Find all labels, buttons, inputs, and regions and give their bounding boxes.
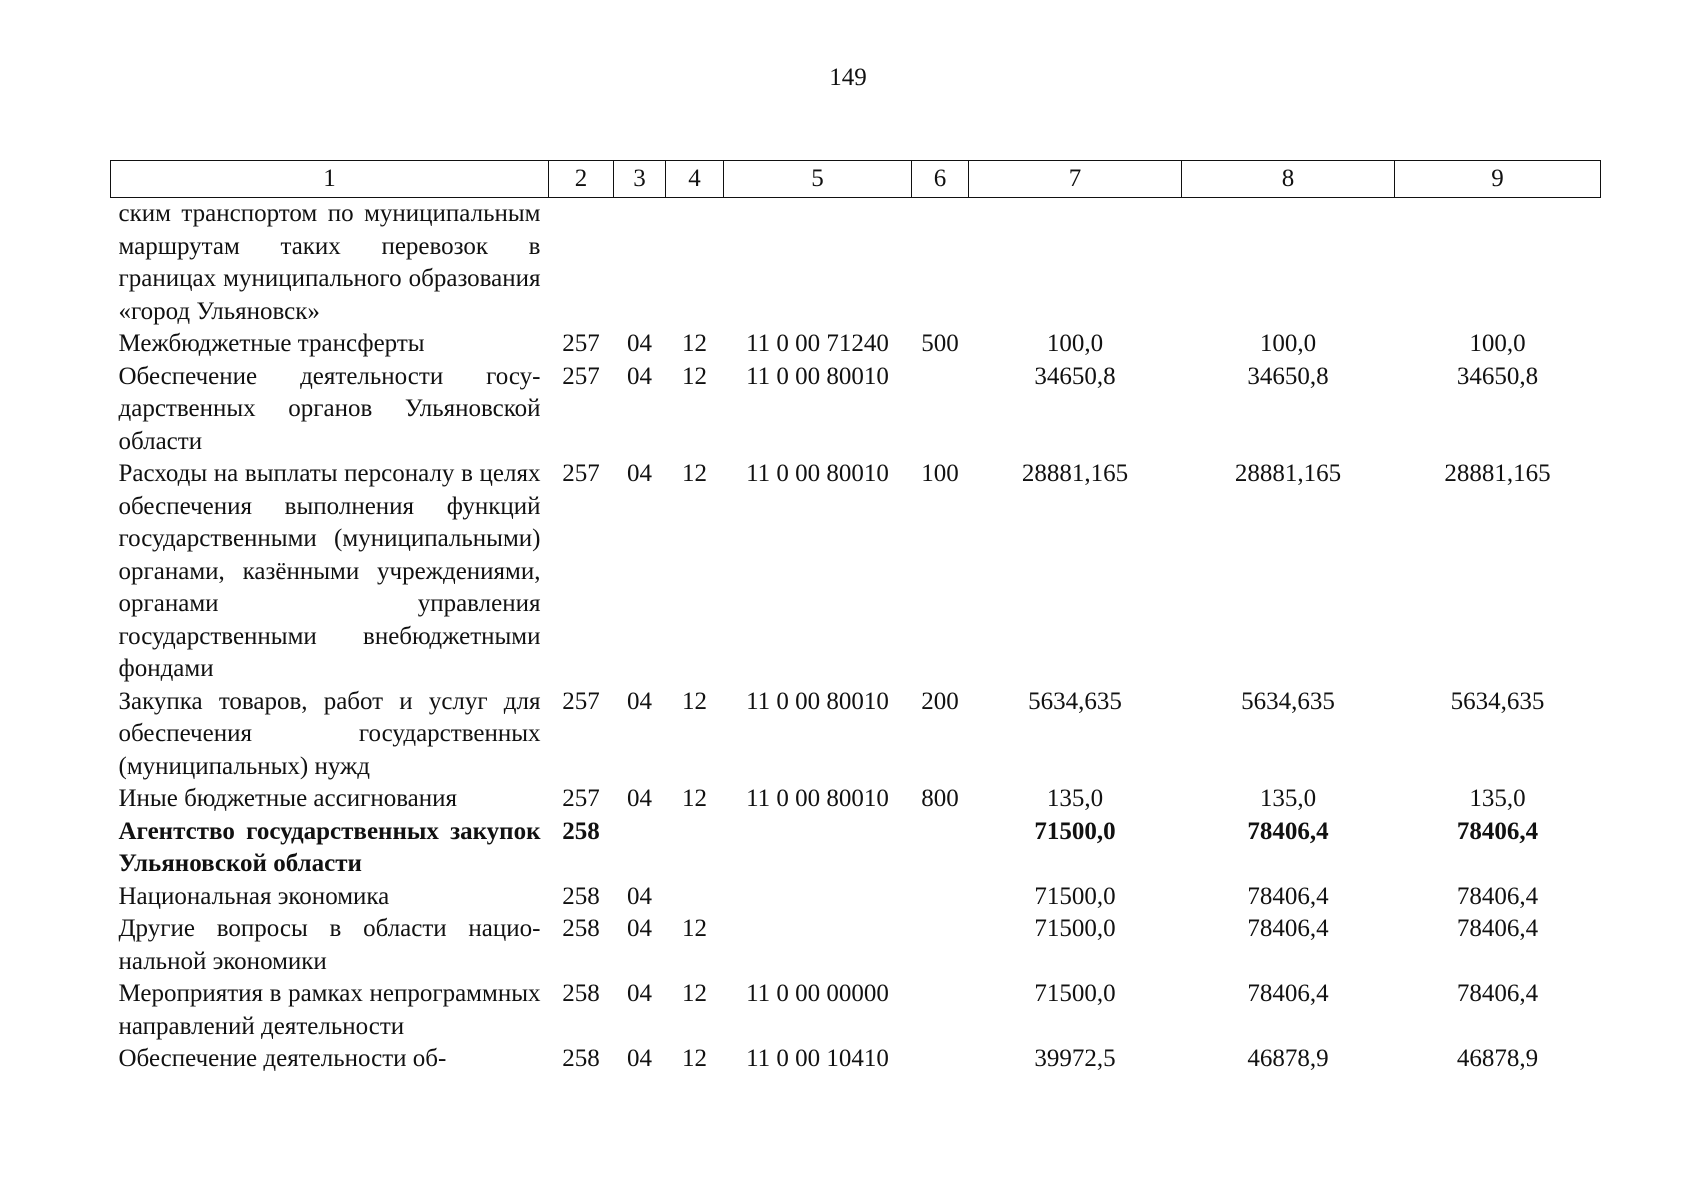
header-col-5: 5	[724, 161, 912, 198]
row-ministry-code: 258	[562, 1045, 600, 1072]
row-section-code: 04	[627, 687, 652, 715]
header-col-8: 8	[1182, 161, 1395, 198]
header-col-7: 7	[969, 161, 1182, 198]
row-target-code: 11 0 00 80010	[746, 460, 889, 487]
row-target-code	[724, 816, 912, 881]
row-amount-col-7: 71500,0	[1034, 980, 1116, 1007]
row-target-code: 11 0 00 80010	[746, 687, 889, 715]
row-section-code	[614, 198, 666, 329]
table-row	[111, 361, 1601, 459]
row-section-code	[614, 816, 666, 881]
table-row	[111, 328, 1601, 361]
row-expense-type	[912, 913, 969, 978]
row-description: Закупка товаров, работ и услуг для обеспечения государственных (муниципальных) нужд	[118, 687, 541, 780]
row-amount-col-7: 71500,0	[1034, 817, 1116, 845]
row-ministry-code: 257	[562, 460, 600, 487]
row-subsection-code	[666, 816, 724, 881]
row-amount-col-8: 78406,4	[1247, 980, 1329, 1007]
budget-table	[110, 160, 1601, 1076]
row-expense-type: 100	[921, 460, 959, 487]
row-amount-col-9: 78406,4	[1456, 817, 1539, 845]
header-row	[111, 161, 1601, 198]
row-amount-col-8: 34650,8	[1247, 362, 1329, 390]
row-ministry-code: 257	[562, 362, 600, 390]
row-subsection-code: 12	[682, 460, 707, 487]
row-expense-type	[912, 816, 969, 881]
row-expense-type	[912, 1043, 969, 1076]
row-expense-type	[912, 361, 969, 459]
row-target-code: 11 0 00 10410	[746, 1045, 889, 1072]
row-description: Обеспечение деятельности государственных органов Ульяновской области	[118, 362, 541, 455]
table-row	[111, 816, 1601, 881]
row-description: Межбюджетные трансферты	[118, 330, 425, 357]
row-subsection-code: 12	[682, 785, 707, 812]
budget-table-container	[110, 160, 1600, 1076]
row-ministry-code: 257	[562, 785, 600, 812]
row-target-code: 11 0 00 80010	[746, 785, 889, 812]
row-amount-col-8: 78406,4	[1247, 882, 1329, 910]
row-amount-col-8: 78406,4	[1247, 915, 1329, 942]
row-section-code: 04	[627, 785, 652, 812]
row-amount-col-8: 46878,9	[1247, 1045, 1329, 1072]
row-ministry-code: 257	[562, 330, 600, 357]
header-col-9: 9	[1395, 161, 1601, 198]
row-amount-col-8	[1182, 198, 1395, 329]
row-amount-col-8: 100,0	[1259, 330, 1317, 357]
header-col-3: 3	[614, 161, 666, 198]
table-row	[111, 913, 1601, 978]
table-row	[111, 783, 1601, 816]
row-section-code: 04	[627, 330, 652, 357]
table-row	[111, 198, 1601, 329]
row-amount-col-9: 135,0	[1469, 785, 1526, 812]
row-amount-col-9	[1395, 198, 1601, 329]
row-subsection-code: 12	[682, 362, 707, 390]
row-amount-col-9: 78406,4	[1456, 915, 1539, 942]
row-description: ским транспортом по муниципальным маршрутам таких перевозок в границах муниципального образования «город Ульяновск»	[118, 200, 541, 325]
row-amount-col-9: 28881,165	[1444, 460, 1551, 487]
row-description: Мероприятия в рамках непрограммных направлений деятельности	[118, 980, 541, 1040]
row-target-code	[724, 913, 912, 978]
row-target-code	[724, 198, 912, 329]
row-target-code: 11 0 00 00000	[746, 980, 889, 1007]
row-expense-type: 800	[921, 785, 959, 812]
row-expense-type	[912, 978, 969, 1043]
header-col-2: 2	[549, 161, 614, 198]
row-section-code: 04	[627, 362, 652, 390]
row-ministry-code: 258	[562, 980, 600, 1007]
row-amount-col-9: 78406,4	[1456, 882, 1539, 910]
header-col-6: 6	[912, 161, 969, 198]
row-amount-col-8: 135,0	[1259, 785, 1317, 812]
row-subsection-code: 12	[682, 915, 707, 942]
row-amount-col-7: 34650,8	[1034, 362, 1116, 390]
row-subsection-code: 12	[682, 1045, 707, 1072]
row-amount-col-9: 78406,4	[1456, 980, 1539, 1007]
row-subsection-code	[666, 881, 724, 914]
table-header	[111, 161, 1601, 198]
table-row	[111, 881, 1601, 914]
row-amount-col-7	[969, 198, 1182, 329]
row-section-code: 04	[627, 915, 652, 942]
row-description: Другие вопросы в области национальной экономики	[118, 915, 541, 975]
row-amount-col-7: 39972,5	[1034, 1045, 1116, 1072]
row-amount-col-7: 100,0	[1046, 330, 1104, 357]
row-target-code: 11 0 00 71240	[746, 330, 889, 357]
row-description: Обеспечение деятельности об-	[118, 1045, 447, 1072]
table-row	[111, 686, 1601, 784]
row-amount-col-7: 135,0	[1046, 785, 1104, 812]
row-section-code: 04	[627, 980, 652, 1007]
row-ministry-code: 258	[562, 915, 600, 942]
row-ministry-code: 258	[562, 882, 600, 910]
row-amount-col-8: 28881,165	[1234, 460, 1342, 487]
row-amount-col-7: 71500,0	[1034, 915, 1116, 942]
row-target-code	[724, 881, 912, 914]
row-subsection-code: 12	[682, 687, 707, 715]
row-description: Расходы на выплаты персоналу в целях обеспечения выполнения функций государственными (муниципальными) органами, казёнными учреждениями, органами управления государственными внебюджетными фондами	[118, 460, 541, 682]
row-subsection-code: 12	[682, 330, 707, 357]
table-row	[111, 458, 1601, 686]
row-amount-col-7: 71500,0	[1034, 882, 1116, 910]
table-row	[111, 978, 1601, 1043]
row-amount-col-8: 5634,635	[1241, 687, 1335, 715]
row-amount-col-9: 100,0	[1469, 330, 1526, 357]
row-amount-col-7: 5634,635	[1028, 687, 1122, 715]
row-description: Агентство государственных закупок Ульяновской области	[118, 817, 541, 877]
row-expense-type	[912, 881, 969, 914]
row-description: Национальная экономика	[118, 882, 390, 910]
row-amount-col-9: 46878,9	[1456, 1045, 1539, 1072]
row-subsection-code	[666, 198, 724, 329]
header-col-4: 4	[666, 161, 724, 198]
row-amount-col-7: 28881,165	[1021, 460, 1129, 487]
row-ministry-code: 258	[562, 817, 600, 845]
row-amount-col-9: 34650,8	[1456, 362, 1539, 390]
row-section-code: 04	[627, 1045, 652, 1072]
row-ministry-code: 257	[562, 687, 600, 715]
row-expense-type	[912, 198, 969, 329]
row-ministry-code	[549, 198, 614, 329]
row-amount-col-9: 5634,635	[1450, 687, 1545, 715]
table-row	[111, 1043, 1601, 1076]
row-amount-col-8: 78406,4	[1247, 817, 1329, 845]
header-col-1: 1	[111, 161, 549, 198]
row-description: Иные бюджетные ассигнования	[118, 785, 458, 812]
row-section-code: 04	[627, 460, 652, 487]
page-number: 149	[829, 64, 867, 91]
row-expense-type: 500	[921, 330, 959, 357]
row-subsection-code: 12	[682, 980, 707, 1007]
row-expense-type: 200	[921, 687, 959, 715]
row-target-code: 11 0 00 80010	[746, 362, 889, 390]
row-section-code: 04	[627, 882, 652, 910]
table-body	[111, 198, 1601, 1076]
